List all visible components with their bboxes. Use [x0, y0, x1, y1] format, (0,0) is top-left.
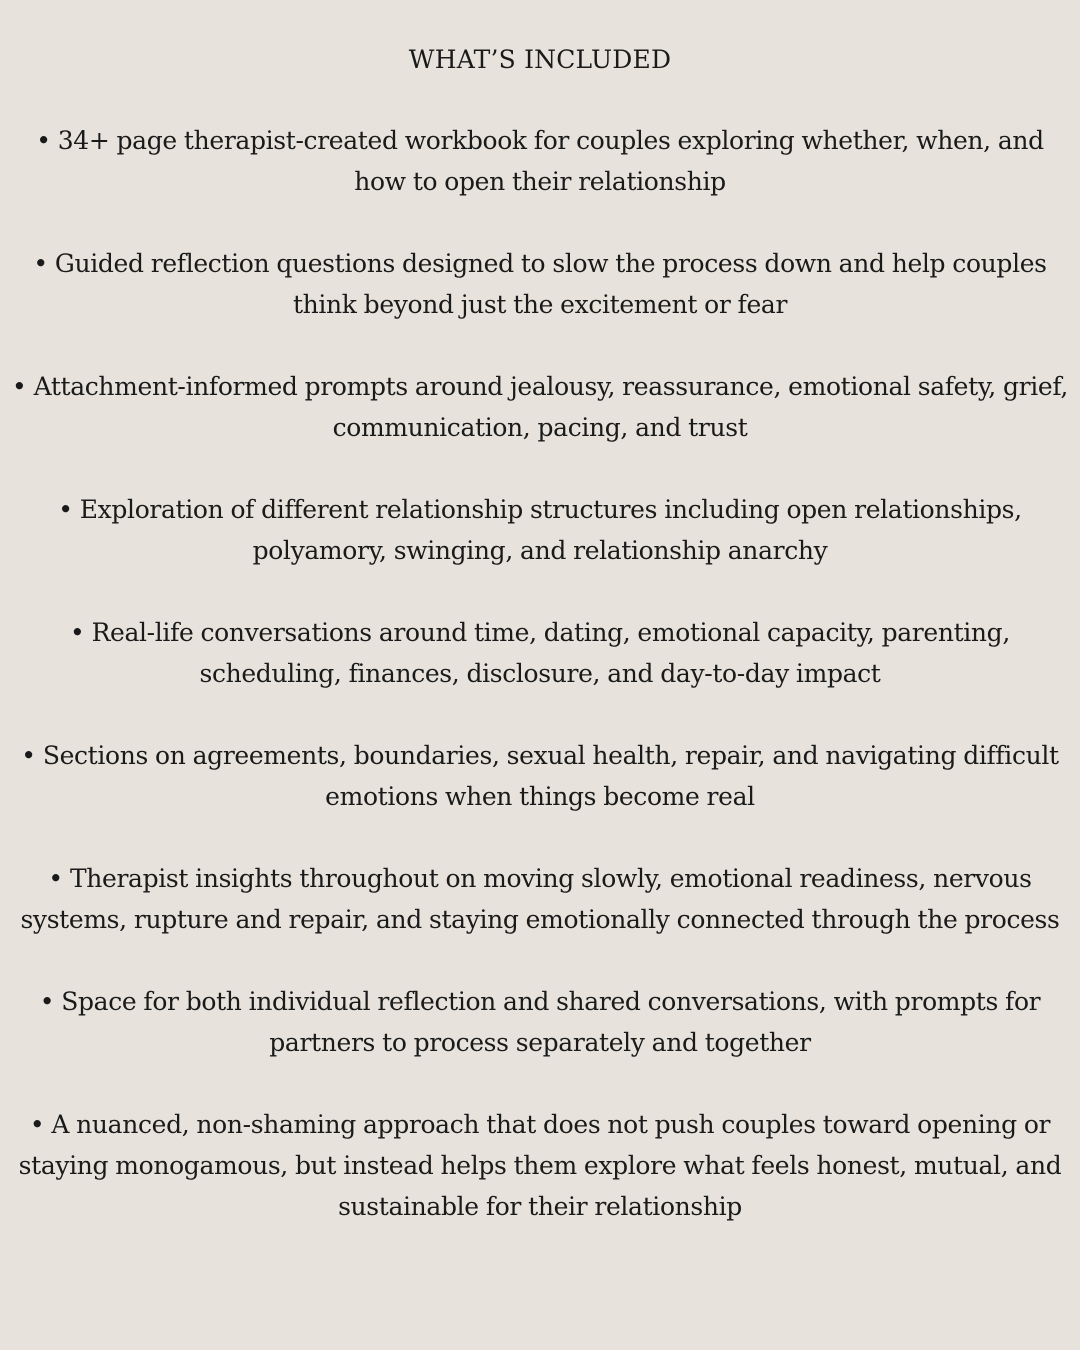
- bullet-icon: •: [70, 618, 85, 647]
- list-item-text: Real-life conversations around time, dating, emotional capacity, parenting, scheduling, finances, disclosure, and day-to-day impact: [91, 618, 1010, 688]
- list-item-text: A nuanced, non-shaming approach that does not push couples toward opening or staying monogamous, but instead helps them explore what feels honest, mutual, and sustainable for their relationship: [18, 1110, 1062, 1221]
- list-item: [4, 735, 1076, 817]
- bullet-icon: •: [48, 864, 63, 893]
- bullet-icon: •: [58, 495, 73, 524]
- list-item: [4, 858, 1076, 940]
- list-item-text: Guided reflection questions designed to slow the process down and help couples think beyond just the excitement or fear: [54, 249, 1047, 319]
- bullet-icon: •: [36, 126, 51, 155]
- bullet-icon: •: [33, 249, 48, 278]
- bullet-icon: •: [12, 372, 27, 401]
- bullet-icon: •: [39, 987, 55, 1016]
- bullet-icon: •: [29, 1110, 45, 1139]
- list-item: [4, 612, 1076, 694]
- list-item: [4, 489, 1076, 571]
- list-item-text: Attachment-informed prompts around jealousy, reassurance, emotional safety, grief, communication, pacing, and trust: [33, 372, 1068, 442]
- list-item-text: 34+ page therapist-created workbook for couples exploring whether, when, and how to open their relationship: [57, 126, 1044, 196]
- list-item: [4, 243, 1076, 325]
- list-item-text: Exploration of different relationship structures including open relationships, polyamory, swinging, and relationship anarchy: [79, 495, 1022, 565]
- section-heading: WHAT’S INCLUDED: [408, 45, 672, 74]
- list-item: [4, 981, 1076, 1063]
- list-item-text: Space for both individual reflection and shared conversations, with prompts for partners to process separately and together: [61, 987, 1041, 1057]
- included-list: [0, 120, 1080, 1227]
- list-item-text: Therapist insights throughout on moving slowly, emotional readiness, nervous systems, rupture and repair, and staying emotionally connected through the process: [20, 864, 1060, 934]
- bullet-icon: •: [21, 741, 36, 770]
- list-item-text: Sections on agreements, boundaries, sexual health, repair, and navigating difficult emotions when things become real: [42, 741, 1059, 811]
- list-item: [4, 366, 1076, 448]
- list-item: [4, 120, 1076, 202]
- list-item: [4, 1104, 1076, 1227]
